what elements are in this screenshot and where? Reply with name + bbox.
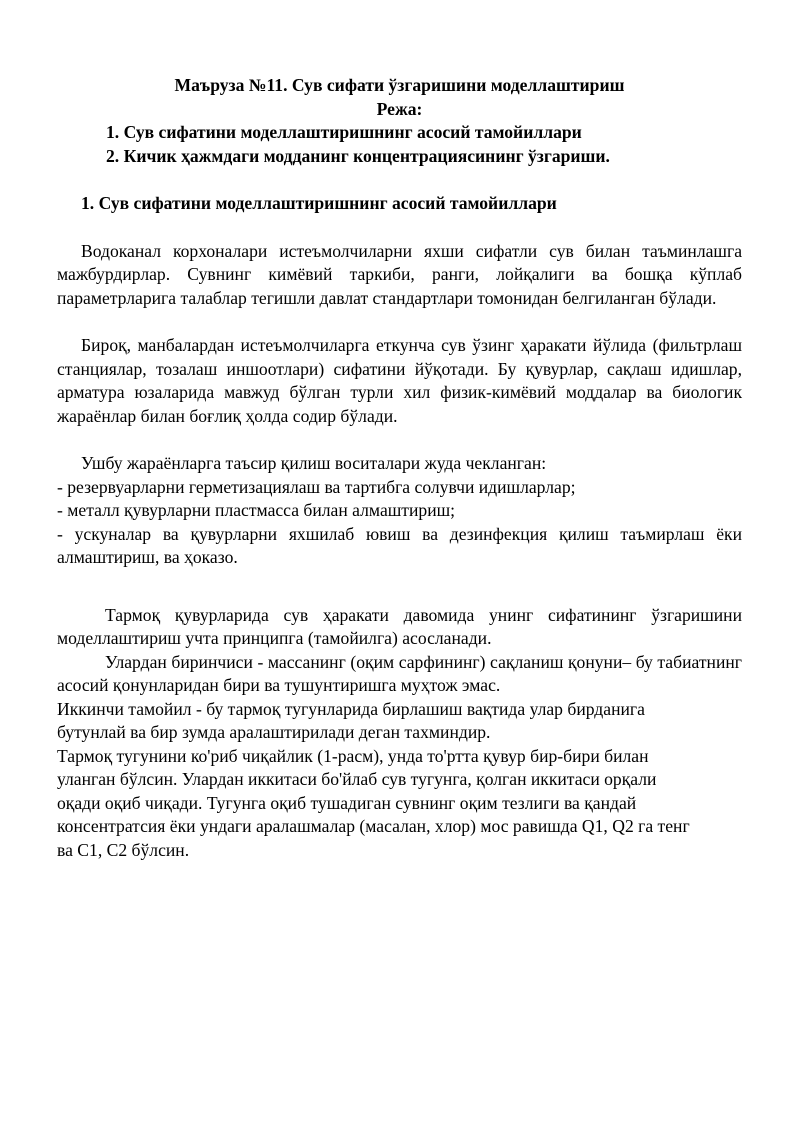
paragraph-6 [57, 698, 742, 745]
paragraph-7-line-4: консентратсия ёки ундаги аралашмалар (масалан, хлор) мос равишда Q1, Q2 га тенг [57, 816, 690, 836]
paragraph-7 [57, 745, 742, 863]
paragraph-7-line-1: Тармоқ тугунини ко'риб чиқайлик (1-расм), унда то'ртта қувур бир-бири билан [57, 745, 649, 766]
measure-item-3: - ускуналар ва қувурларни яхшилаб ювиш ва дезинфекция қилиш таъмирлаш ёки алмаштириш, ва ҳоказо. [57, 523, 742, 567]
plan-item-2: 2. Кичик ҳажмдаги модданинг концентрациясининг ўзгариши. [106, 145, 610, 166]
paragraph-4: Тармоқ қувурларида сув ҳаракати давомида унинг сифатининг ўзгаришини моделлаштириш учта принципга (тамойилга) асосланади. [57, 604, 742, 648]
paragraph-2: Бироқ, манбалардан истеъмолчиларга еткунча сув ўзинг ҳаракати йўлида (фильтрлаш станциялар, тозалаш иншоотлари) сифатини йўқотади. Бу қувурлар, сақлаш идишлар, арматура юзаларида мавжуд бўлган турли хил физик-кимёвий моддалар ва биологик жараёнлар билан боғлиқ ҳолда содир бўлади. [57, 335, 742, 426]
paragraph-1: Водоканал корхоналари истеъмолчиларни яхши сифатли сув билан таъминлашга мажбурдирлар. Сувнинг кимёвий таркиби, ранги, лойқалиги ва бошқа кўплаб параметрларига талаблар тегишли давлат стандартлари томонидан белгиланган бўлади. [57, 240, 742, 308]
document-page [57, 74, 742, 862]
plan-item-1: 1. Сув сифатини моделлаштиришнинг асосий тамойиллари [106, 122, 582, 142]
plan-heading: Режа: [376, 98, 423, 119]
paragraph-3-intro: Ушбу жараёнларга таъсир қилиш воситалари жуда чекланган: [81, 453, 547, 473]
paragraph-7-line-2: уланган бўлсин. Улардан иккитаси бо'йлаб сув тугунга, қолган иккитаси орқали [57, 769, 657, 789]
measure-item-2: - металл қувурларни пластмасса билан алмаштириш; [57, 500, 456, 520]
paragraph-7-line-5: ва C1, C2 бўлсин. [57, 839, 190, 860]
section-heading-1: 1. Сув сифатини моделлаштиришнинг асосий тамойиллари [81, 193, 557, 213]
paragraph-5: Улардан биринчиси - массанинг (оқим сарфининг) сақланиш қонуни– бу табиатнинг асосий қонунларидан бири ва тушунтиришга муҳтож эмас. [57, 651, 742, 695]
measures-list [57, 476, 742, 570]
plan-list [57, 121, 742, 168]
paragraph-6-line-1: Иккинчи тамойил - бу тармоқ тугунларида бирлашиш вақтида улар бирданига [57, 698, 645, 719]
lecture-title: Маъруза №11. Сув сифати ўзгаришини моделлаштириш [174, 75, 625, 95]
measure-item-1: - резервуарларни герметизациялаш ва тартибга солувчи идишларлар; [57, 476, 576, 497]
paragraph-7-line-3: оқади оқиб чиқади. Тугунга оқиб тушадиган сувнинг оқим тезлиги ва қандай [57, 792, 637, 813]
paragraph-6-line-2: бутунлай ва бир зумда аралаштирилади деган тахминдир. [57, 722, 491, 742]
